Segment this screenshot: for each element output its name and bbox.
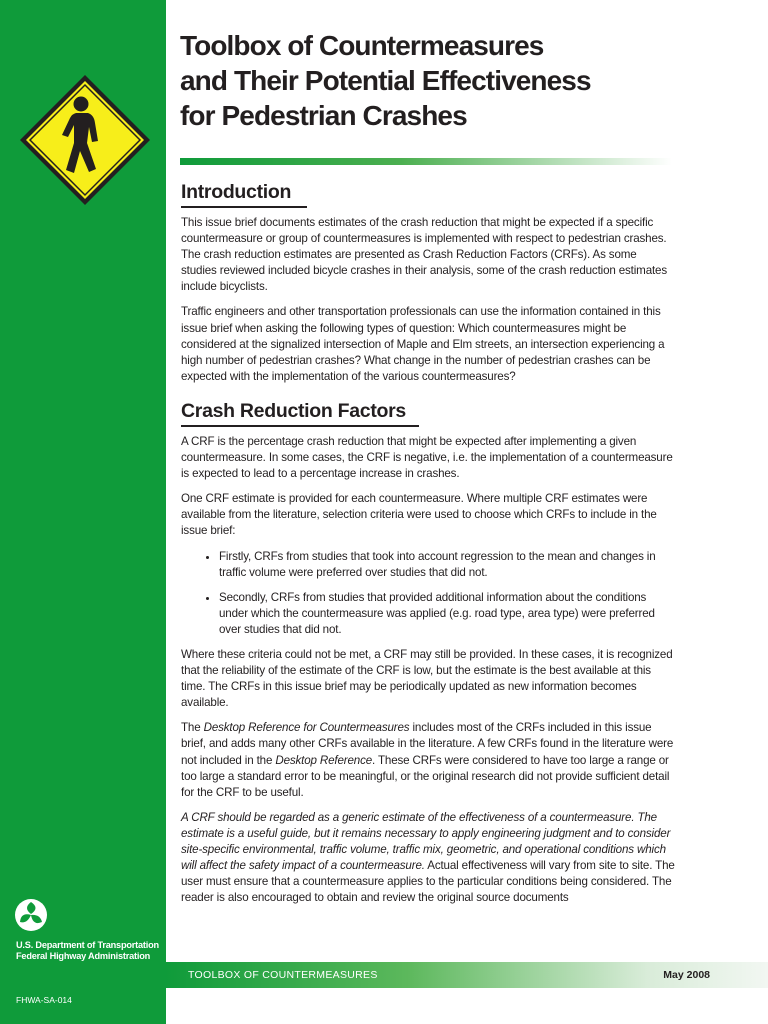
intro-heading-rule (181, 206, 307, 208)
title-underline (180, 158, 672, 165)
p4-text-e: . These CRFs were considered to have too large a range or too large a standard error to be meaningful, or the original research did not provide sufficient detail for the CRF to be useful. (181, 753, 670, 799)
green-sidebar (0, 0, 166, 1024)
crf-paragraph-1: A CRF is the percentage crash reduction that might be expected after implementing a given countermeasure. In some cases, the CRF is negative, i.e. the implementation of a countermeasure is expected to lead to a percentage increase in crashes. (181, 434, 673, 481)
crf-heading: Crash Reduction Factors (181, 399, 406, 422)
crf-heading-rule (181, 425, 419, 427)
footer-date: May 2008 (663, 969, 710, 981)
document-id: FHWA-SA-014 (16, 995, 72, 1005)
dot-logo-icon (14, 898, 48, 932)
p4-text-c: includes most of the CRFs included in this issue brief, and adds many other CRFs available in the literature. A few CRFs found in the literature were not included in the (181, 721, 674, 767)
title-line-3: for Pedestrian Crashes (180, 100, 467, 131)
criteria-list (181, 549, 675, 638)
agency-line-1: U.S. Department of Transportation (16, 940, 159, 950)
agency-name (16, 940, 164, 962)
crf-paragraph-3: Where these criteria could not be met, a CRF may still be provided. In these cases, it is recognized that the reliability of the estimate of the CRF is low, but the estimate is the best available at this time. The CRFs in this issue brief may be periodically updated as new information becomes available. (181, 647, 673, 710)
p5-italic-text: A CRF should be regarded as a generic estimate of the effectiveness of a countermeasure. The estimate is a useful guide, but it remains necessary to apply engineering judgment and to consider site-specific environmental, traffic volume, traffic mix, geometric, and operational conditions which will affect the safety impact of a countermeasure. (181, 810, 671, 873)
intro-paragraph-1: This issue brief documents estimates of the crash reduction that might be expected if a specific countermeasure or group of countermeasures is implemented with respect to pedestrian crashes. The crash reduction estimates are presented as Crash Reduction Factors (CRFs). As some studies reviewed included bicycle crashes in their analysis, some of the crash reduction estimates include bicyclists. (181, 216, 668, 294)
crf-paragraph-5 (181, 810, 675, 907)
page-title (180, 28, 740, 133)
title-line-1: Toolbox of Countermeasures (180, 30, 544, 61)
intro-paragraph-2: Traffic engineers and other transportation professionals can use the information contained in this issue brief when asking the following types of question: Which countermeasures might be considered at the signalized intersection of Maple and Elm streets, an intersection experiencing a high number of pedestrian crashes? What change in the number of pedestrian crashes can be expected with the implementation of the various countermeasures? (181, 305, 665, 383)
p4-text-a: The (181, 721, 204, 735)
agency-line-2: Federal Highway Administration (16, 951, 151, 961)
p5-text: Actual effectiveness will vary from site to site. The user must ensure that a countermeasure applies to the particular conditions being considered. The reader is also encouraged to obtain and review the original source documents (181, 859, 675, 905)
footer-bar (166, 962, 768, 988)
main-content (181, 178, 675, 915)
footer-series-title: TOOLBOX OF COUNTERMEASURES (188, 969, 378, 981)
title-line-2: and Their Potential Effectiveness (180, 65, 591, 96)
pedestrian-crossing-sign-icon (18, 73, 152, 207)
criteria-bullet-1: • Firstly, CRFs from studies that took into account regression to the mean and changes in traffic volume were preferred over studies that did not. (219, 549, 675, 581)
p4-desktop-reference-short: Desktop Reference (275, 753, 373, 767)
p4-desktop-reference-title: Desktop Reference for Countermeasures (203, 721, 410, 735)
criteria-bullet-2: • Secondly, CRFs from studies that provided additional information about the conditions under which the countermeasure was applied (e.g. road type, area type) were preferred over studies that did not. (219, 590, 675, 638)
crf-paragraph-4 (181, 720, 675, 800)
crf-paragraph-2: One CRF estimate is provided for each countermeasure. Where multiple CRF estimates were available from the literature, selection criteria were used to choose which CRFs to include in the issue brief: (181, 492, 657, 538)
intro-heading: Introduction (181, 181, 292, 203)
